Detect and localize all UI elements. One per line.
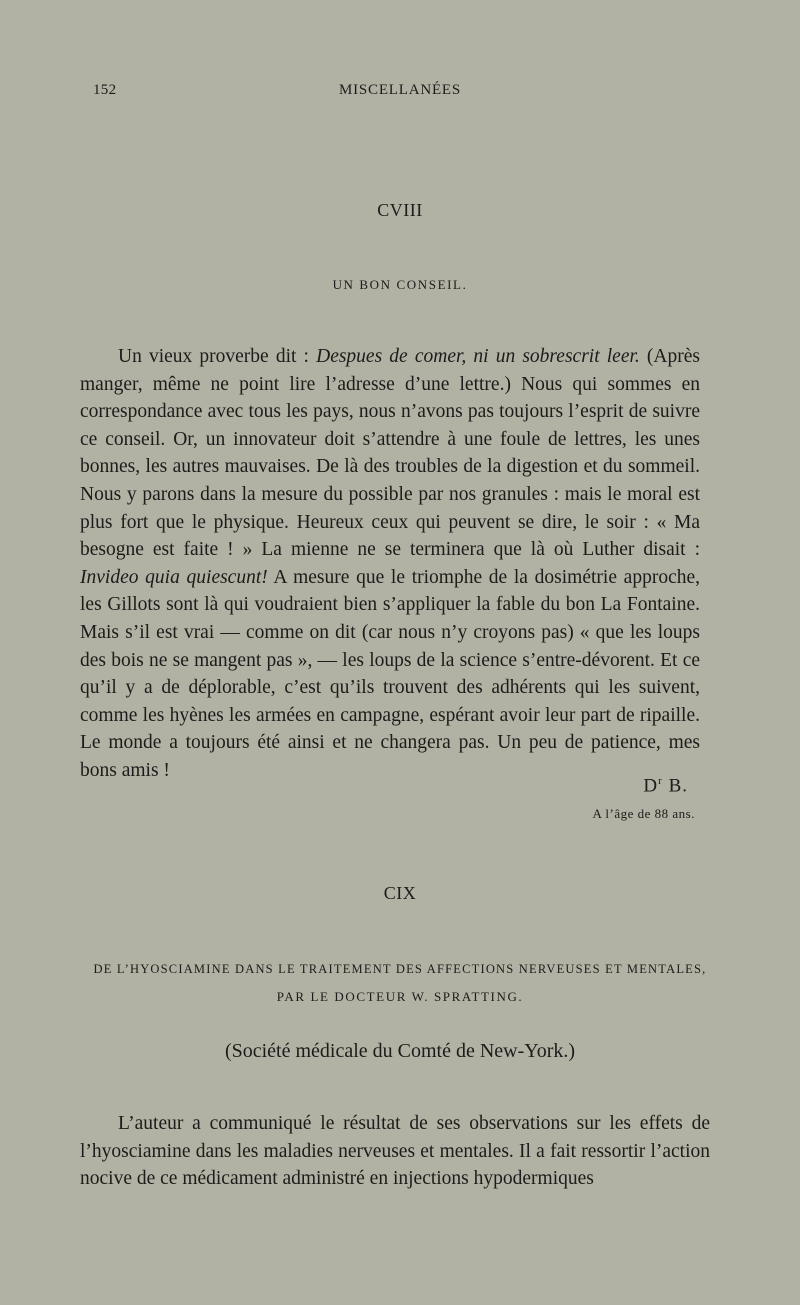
paragraph-text: (Après manger, même ne point lire l’adresse d’une lettre.) Nous qui sommes en correspondance avec tous les pays, nous n’avons pas toujours l’esprit de suivre ce conseil. Or, un innovateur doit s’attendre à une foule de lettres, les unes bonnes, les autres mauvaises. De là des troubles de la digestion et du sommeil. Nous y parons dans la mesure du possible par nos granules : mais le moral est plus fort que le physique. Heureux ceux qui peuvent se dire, le soir : « Ma besogne est faite ! » La mienne ne se terminera que là où Luther disait : xyxy=(80,346,700,561)
age-note: A l’âge de 88 ans. xyxy=(592,806,695,821)
paragraph-text: Un vieux proverbe dit : xyxy=(118,346,317,367)
body-paragraph-cix: L’auteur a communiqué le résultat de ses observations sur les effets de l’hyosciamine dans les maladies nerveuses et mentales. Il a fait ressortir l’action nocive de ce médicament administré en injections hypodermiques xyxy=(80,1113,710,1190)
body-paragraph-cviii xyxy=(80,343,700,785)
spanish-proverb: Despues de comer, ni un sobrescrit leer. xyxy=(316,346,640,367)
section-number-cviii: CVIII xyxy=(377,200,423,220)
society-subtitle: (Société médicale du Comté de New-York.) xyxy=(224,1040,576,1062)
running-title: MISCELLANÉES xyxy=(338,82,462,98)
section-title-cix-line1: DE L’HYOSCIAMINE DANS LE TRAITEMENT DES AFFECTIONS NERVEUSES ET MENTALES, xyxy=(93,962,707,976)
section-title-cviii: UN BON CONSEIL. xyxy=(332,277,468,292)
section-title-cix-line2: PAR LE DOCTEUR W. SPRATTING. xyxy=(276,989,524,1004)
paragraph-text: A mesure que le triomphe de la dosimétrie approche, les Gillots sont là qui voudraient bien s’appliquer la fable du bon La Fontaine. Mais s’il est vrai — comme on dit (car nous n’y croyons pas) « que les loups des bois ne se mangent pas », — les loups de la science s’entre-dévorent. Et ce qu’il y a de déplorable, c’est qu’ils trouvent des adhérents qui les suivent, comme les hyènes les armées en campagne, espérant avoir leur part de ripaille. Le monde a toujours été ainsi et ne changera pas. Un peu de patience, mes bons amis ! xyxy=(80,566,700,781)
page-number: 152 xyxy=(93,82,117,98)
latin-quote: Invideo quia quiescunt! xyxy=(80,566,268,588)
signature: $D^r$ B. xyxy=(643,775,688,797)
running-header xyxy=(93,82,707,104)
section-number-cix: CIX xyxy=(383,883,417,903)
